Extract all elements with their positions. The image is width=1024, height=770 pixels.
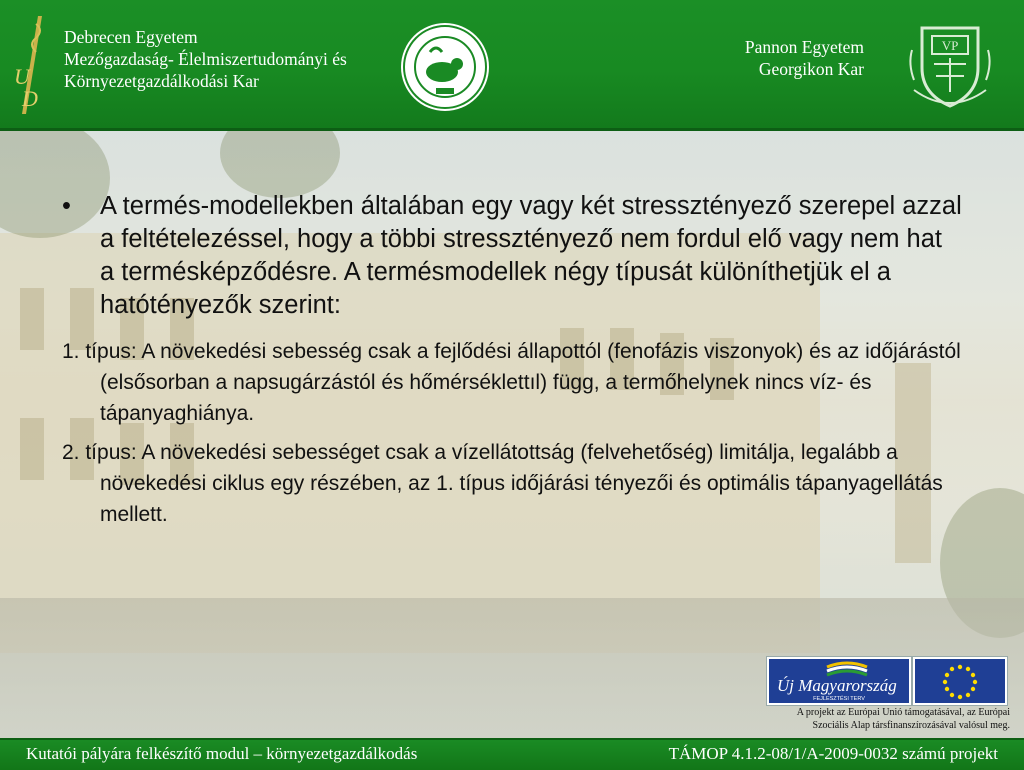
uj-magyarorszag-logo bbox=[766, 656, 912, 706]
footer-module-title: Kutatói pályára felkészítő modul – környezetgazdálkodás bbox=[26, 744, 418, 763]
type-2-paragraph: 2. típus: A növekedési sebességet csak a vízellátottság (felvehetőség) limitálja, legalább a növekedési ciklus egy részében, az 1. típus időjárási tényezői és optimális tápanyagellátás mellett. bbox=[62, 441, 943, 526]
bullet-text: A termés-modellekben általában egy vagy két stressztényező szerepel azzal a feltételezéssel, hogy a többi stressztényező nem fordul elő vagy nem hat a termésképződésre. A termésmodellek négy típusát különíthetjük el a hatótényezők szerint: bbox=[100, 192, 962, 319]
right-university-name bbox=[745, 36, 864, 80]
faculty-seal-icon bbox=[400, 22, 490, 112]
right-university-line: Georgikon Kar bbox=[758, 59, 864, 79]
left-university-line: Debrecen Egyetem bbox=[64, 27, 198, 47]
ud-logo-icon bbox=[8, 14, 52, 118]
svg-text:VP: VP bbox=[941, 38, 959, 53]
left-university-line: Környezetgazdálkodási Kar bbox=[64, 71, 259, 91]
bullet-paragraph bbox=[62, 190, 962, 322]
pannon-crest-icon bbox=[904, 20, 996, 112]
eu-caption-line: A projekt az Európai Unió támogatásával, az Európai bbox=[796, 707, 1010, 718]
slide-content bbox=[62, 190, 962, 538]
type-1-paragraph: 1. típus: A növekedési sebesség csak a fejlődési állapottól (fenofázis viszonyok) és az időjárástól (elsősorban a napsugárzástól és hőmérséklettıl) függ, a termőhelynek nincs víz- és tápanyaghiánya. bbox=[62, 340, 961, 425]
eu-logos bbox=[766, 656, 1008, 706]
bullet-dot: • bbox=[62, 192, 71, 220]
eu-flag-icon bbox=[912, 656, 1008, 706]
header-bar bbox=[0, 0, 1024, 131]
umft-sub: FEJLESZTÉSI TERV bbox=[813, 696, 865, 702]
footer-project-id: TÁMOP 4.1.2-08/1/A-2009-0032 számú projekt bbox=[668, 744, 998, 763]
svg-text:D: D bbox=[22, 86, 38, 111]
left-university-name bbox=[64, 26, 347, 92]
footer-bar bbox=[0, 738, 1024, 770]
eu-funding-caption bbox=[740, 707, 1010, 732]
uj-magyarorszag-logo-icon bbox=[767, 657, 911, 705]
left-university-line: Mezőgazdaság- Élelmiszertudományi és bbox=[64, 49, 347, 69]
right-university-line: Pannon Egyetem bbox=[744, 37, 864, 57]
svg-text:U: U bbox=[14, 64, 30, 89]
eu-caption-line: Szociális Alap társfinanszírozásával valósul meg. bbox=[812, 719, 1010, 731]
umft-label: Új Magyarország bbox=[777, 676, 897, 695]
